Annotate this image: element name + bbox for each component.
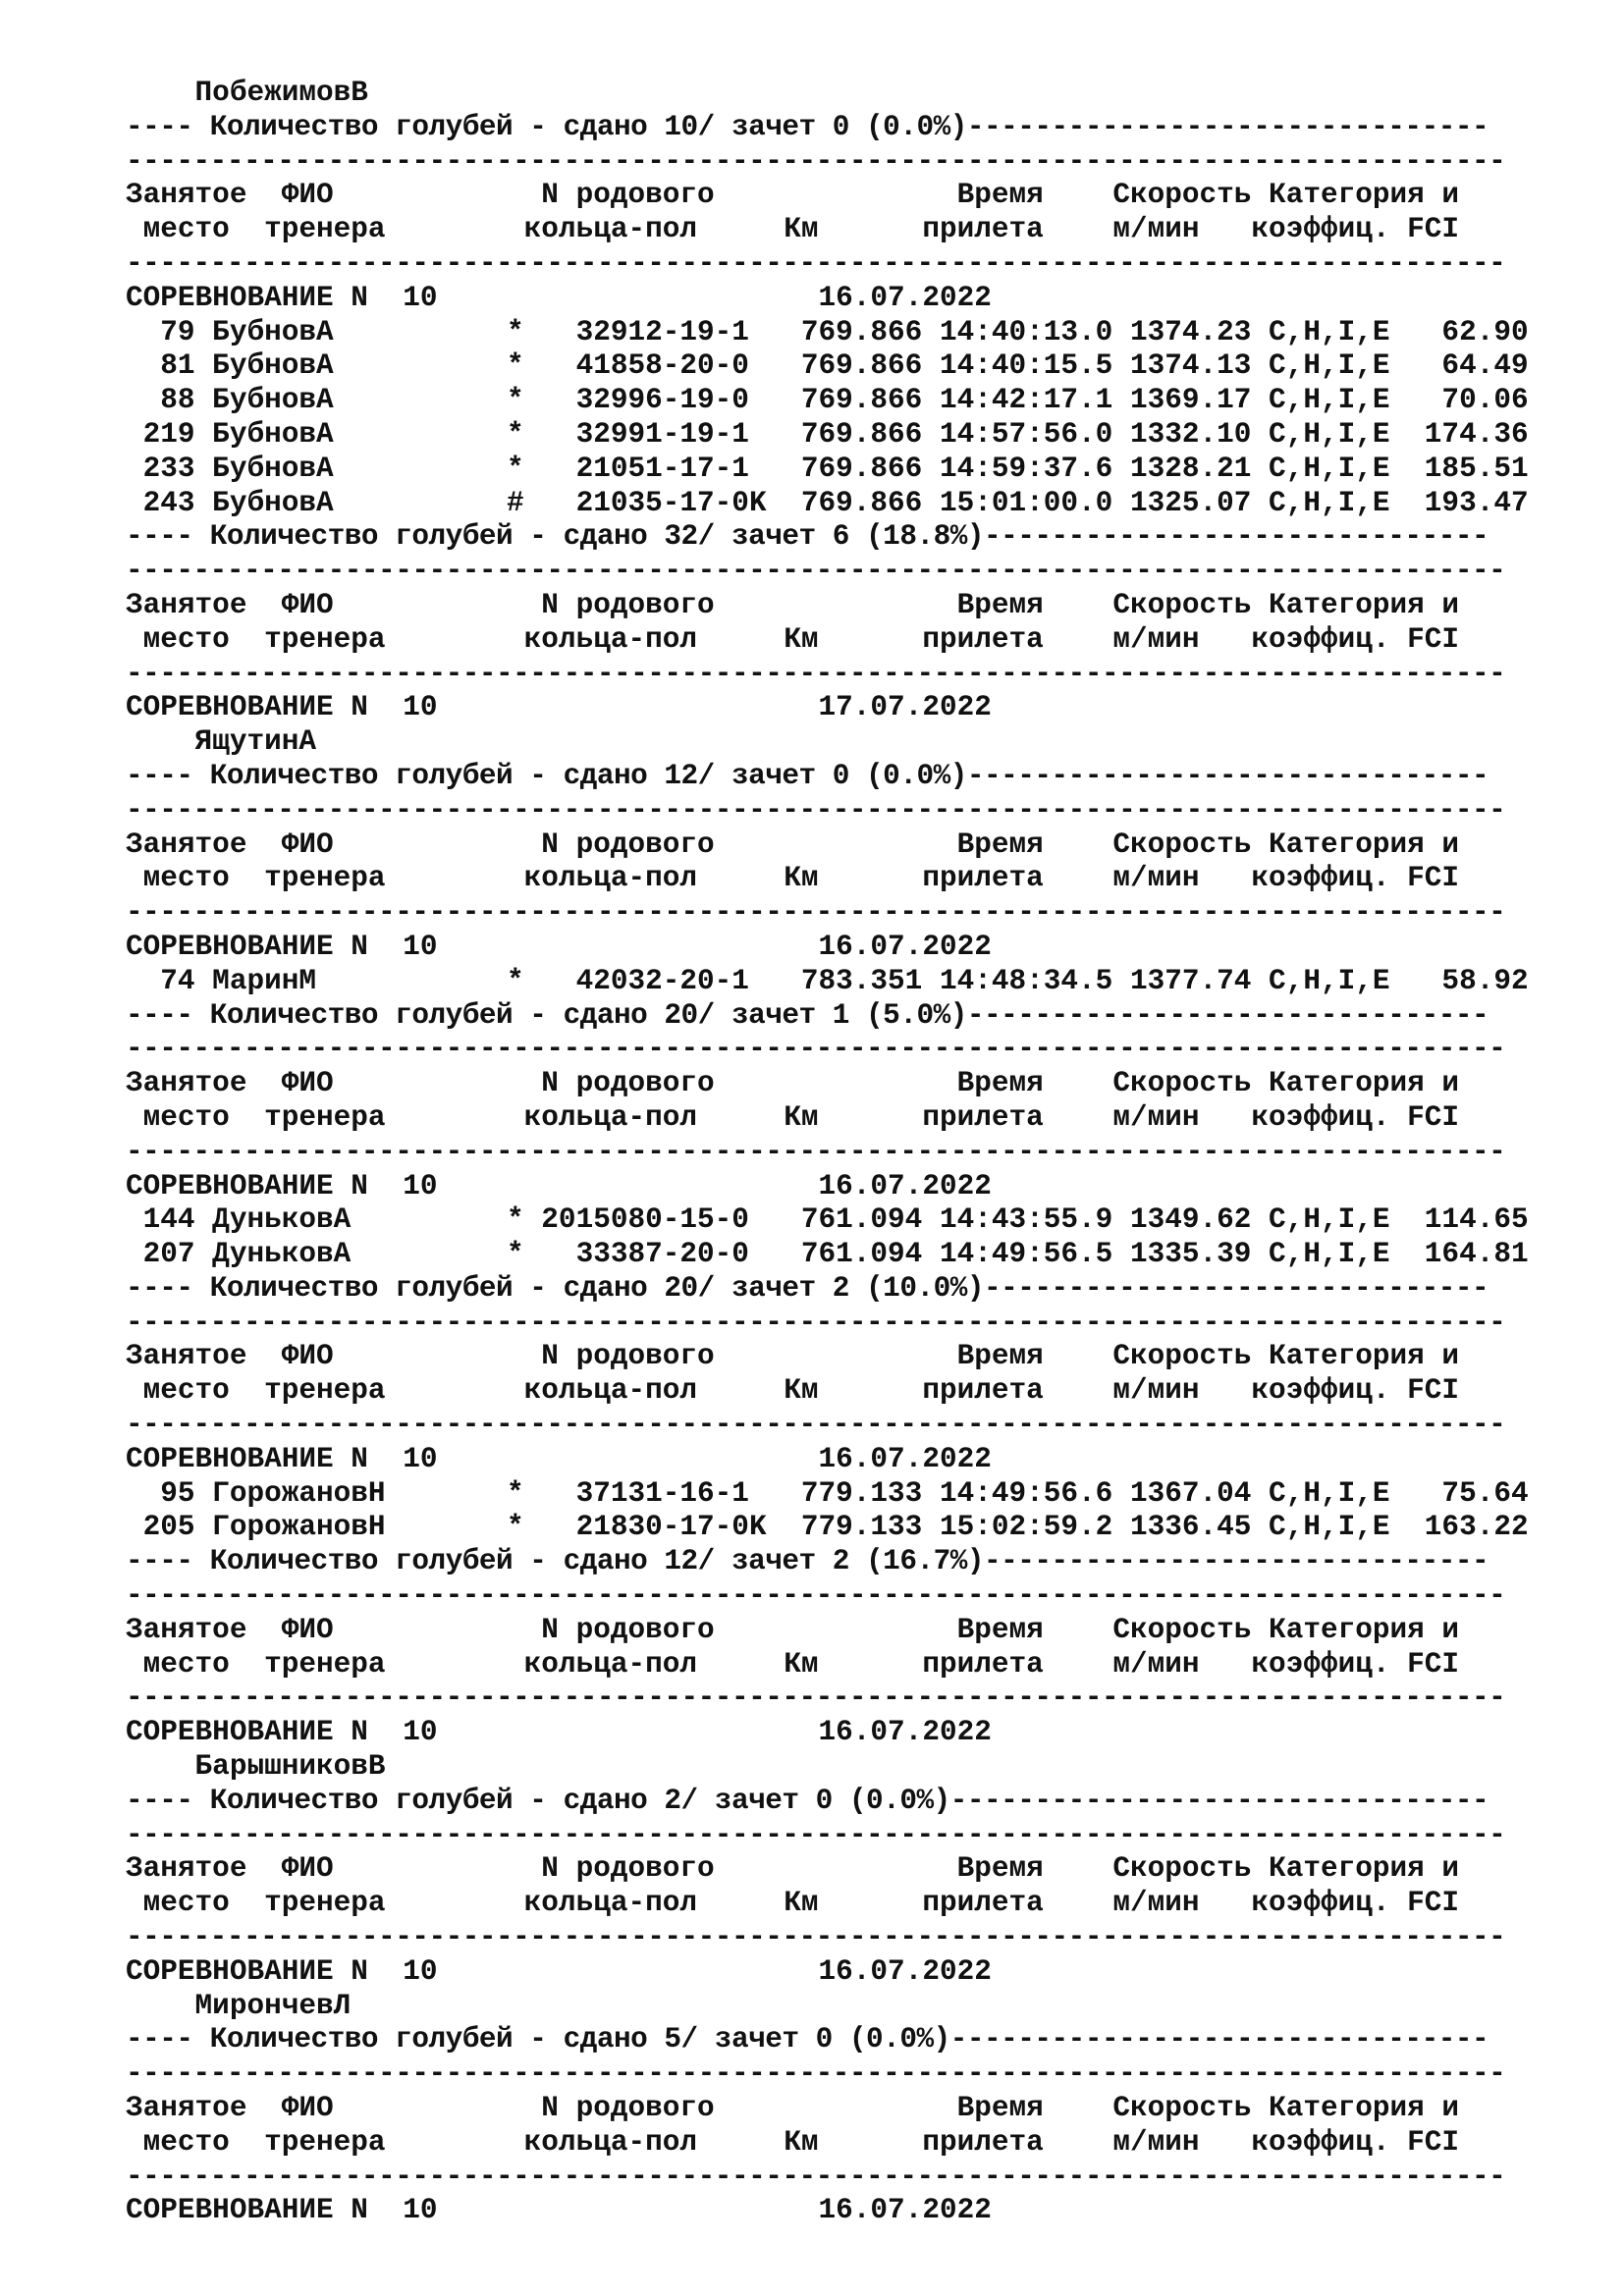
pigeon-count-summary: ---- Количество голубей - сдано 2/ зачет 0 (0.0%)-------------------------------- <box>126 1784 1489 1817</box>
table-header-row-2: место тренера кольца-пол Км прилета м/мин коэффиц. FCI <box>126 2125 1460 2159</box>
table-header-row-2: место тренера кольца-пол Км прилета м/мин коэффиц. FCI <box>126 1100 1460 1134</box>
separator-line: ---------------------------------------------------------------------------------- <box>126 896 1506 930</box>
competition-heading: СОРЕВНОВАНИЕ N 10 16.07.2022 <box>126 281 992 314</box>
table-header-row-2: место тренера кольца-пол Км прилета м/мин коэффиц. FCI <box>126 862 1460 895</box>
result-row: 79 БубновА * 32912-19-1 769.866 14:40:13.0 1374.23 C,H,I,E 62.90 <box>126 315 1529 348</box>
competition-heading: СОРЕВНОВАНИЕ N 10 16.07.2022 <box>126 2194 992 2227</box>
table-header-row-1: Занятое ФИО N родового Время Скорость Категория и <box>126 1340 1460 1373</box>
table-header-row-1: Занятое ФИО N родового Время Скорость Категория и <box>126 588 1460 621</box>
table-header-row-2: место тренера кольца-пол Км прилета м/мин коэффиц. FCI <box>126 213 1460 246</box>
separator-line: ---------------------------------------------------------------------------------- <box>126 1409 1506 1442</box>
fancier-name: МирончевЛ <box>126 1989 352 2022</box>
pigeon-count-summary: ---- Количество голубей - сдано 32/ зачет 6 (18.8%)------------------------------ <box>126 520 1489 554</box>
pigeon-count-summary: ---- Количество голубей - сдано 12/ зачет 2 (16.7%)------------------------------ <box>126 1545 1489 1578</box>
table-header-row-2: место тренера кольца-пол Км прилета м/мин коэффиц. FCI <box>126 622 1460 656</box>
result-row: 88 БубновА * 32996-19-0 769.866 14:42:17.1 1369.17 C,H,I,E 70.06 <box>126 384 1529 417</box>
table-header-row-1: Занятое ФИО N родового Время Скорость Категория и <box>126 1067 1460 1100</box>
pigeon-count-summary: ---- Количество голубей - сдано 20/ зачет 2 (10.0%)------------------------------ <box>126 1271 1489 1305</box>
fancier-name: ЯщутинА <box>126 725 317 759</box>
fancier-name: БарышниковВ <box>126 1750 386 1784</box>
table-header-row-2: место тренера кольца-пол Км прилета м/мин коэффиц. FCI <box>126 1647 1460 1681</box>
table-header-row-1: Занятое ФИО N родового Время Скорость Категория и <box>126 179 1460 212</box>
table-header-row-2: место тренера кольца-пол Км прилета м/мин коэффиц. FCI <box>126 1374 1460 1408</box>
result-row: 219 БубновА * 32991-19-1 769.866 14:57:56.0 1332.10 C,H,I,E 174.36 <box>126 417 1529 451</box>
separator-line: ---------------------------------------------------------------------------------- <box>126 2057 1506 2091</box>
result-row: 233 БубновА * 21051-17-1 769.866 14:59:37.6 1328.21 C,H,I,E 185.51 <box>126 452 1529 485</box>
result-row: 205 ГорожановН * 21830-17-0K 779.133 15:02:59.2 1336.45 C,H,I,E 163.22 <box>126 1511 1529 1544</box>
separator-line: ---------------------------------------------------------------------------------- <box>126 1682 1506 1715</box>
separator-line: ---------------------------------------------------------------------------------- <box>126 1921 1506 1954</box>
separator-line: ---------------------------------------------------------------------------------- <box>126 144 1506 178</box>
result-row: 74 МаринМ * 42032-20-1 783.351 14:48:34.5 1377.74 C,H,I,E 58.92 <box>126 964 1529 997</box>
pigeon-count-summary: ---- Количество голубей - сдано 12/ зачет 0 (0.0%)------------------------------- <box>126 759 1489 792</box>
fancier-name: ПобежимовВ <box>126 77 368 109</box>
separator-line: ---------------------------------------------------------------------------------- <box>126 1818 1506 1851</box>
separator-line: ---------------------------------------------------------------------------------- <box>126 1135 1506 1168</box>
pigeon-count-summary: ---- Количество голубей - сдано 10/ зачет 0 (0.0%)------------------------------- <box>126 110 1489 143</box>
competition-heading: СОРЕВНОВАНИЕ N 10 16.07.2022 <box>126 1954 992 1988</box>
table-header-row-1: Занятое ФИО N родового Время Скорость Категория и <box>126 2092 1460 2125</box>
separator-line: ---------------------------------------------------------------------------------- <box>126 1033 1506 1066</box>
result-row: 144 ДуньковА * 2015080-15-0 761.094 14:43:55.9 1349.62 C,H,I,E 114.65 <box>126 1203 1529 1237</box>
separator-line: ---------------------------------------------------------------------------------- <box>126 793 1506 827</box>
competition-heading: СОРЕВНОВАНИЕ N 10 17.07.2022 <box>126 691 992 724</box>
competition-heading: СОРЕВНОВАНИЕ N 10 16.07.2022 <box>126 1169 992 1202</box>
competition-heading: СОРЕВНОВАНИЕ N 10 16.07.2022 <box>126 1442 992 1475</box>
separator-line: ---------------------------------------------------------------------------------- <box>126 246 1506 280</box>
separator-line: ---------------------------------------------------------------------------------- <box>126 2160 1506 2193</box>
result-row: 81 БубновА * 41858-20-0 769.866 14:40:15.5 1374.13 C,H,I,E 64.49 <box>126 349 1529 383</box>
competition-heading: СОРЕВНОВАНИЕ N 10 16.07.2022 <box>126 1716 992 1749</box>
competition-heading: СОРЕВНОВАНИЕ N 10 16.07.2022 <box>126 930 992 963</box>
separator-line: ---------------------------------------------------------------------------------- <box>126 1579 1506 1613</box>
separator-line: ---------------------------------------------------------------------------------- <box>126 657 1506 690</box>
result-row: 207 ДуньковА * 33387-20-0 761.094 14:49:56.5 1335.39 C,H,I,E 164.81 <box>126 1238 1529 1271</box>
pigeon-count-summary: ---- Количество голубей - сдано 20/ зачет 1 (5.0%)------------------------------- <box>126 998 1489 1032</box>
result-row: 243 БубновА # 21035-17-0K 769.866 15:01:00.0 1325.07 C,H,I,E 193.47 <box>126 486 1529 519</box>
separator-line: ---------------------------------------------------------------------------------- <box>126 1306 1506 1339</box>
pigeon-count-summary: ---- Количество голубей - сдано 5/ зачет 0 (0.0%)-------------------------------- <box>126 2023 1489 2056</box>
result-row: 95 ГорожановН * 37131-16-1 779.133 14:49:56.6 1367.04 C,H,I,E 75.64 <box>126 1476 1529 1510</box>
table-header-row-1: Занятое ФИО N родового Время Скорость Категория и <box>126 1613 1460 1646</box>
table-header-row-1: Занятое ФИО N родового Время Скорость Категория и <box>126 1852 1460 1886</box>
separator-line: ---------------------------------------------------------------------------------- <box>126 555 1506 588</box>
table-header-row-1: Занятое ФИО N родового Время Скорость Категория и <box>126 828 1460 861</box>
report-page <box>126 77 1598 2228</box>
table-header-row-2: место тренера кольца-пол Км прилета м/мин коэффиц. FCI <box>126 1887 1460 1920</box>
